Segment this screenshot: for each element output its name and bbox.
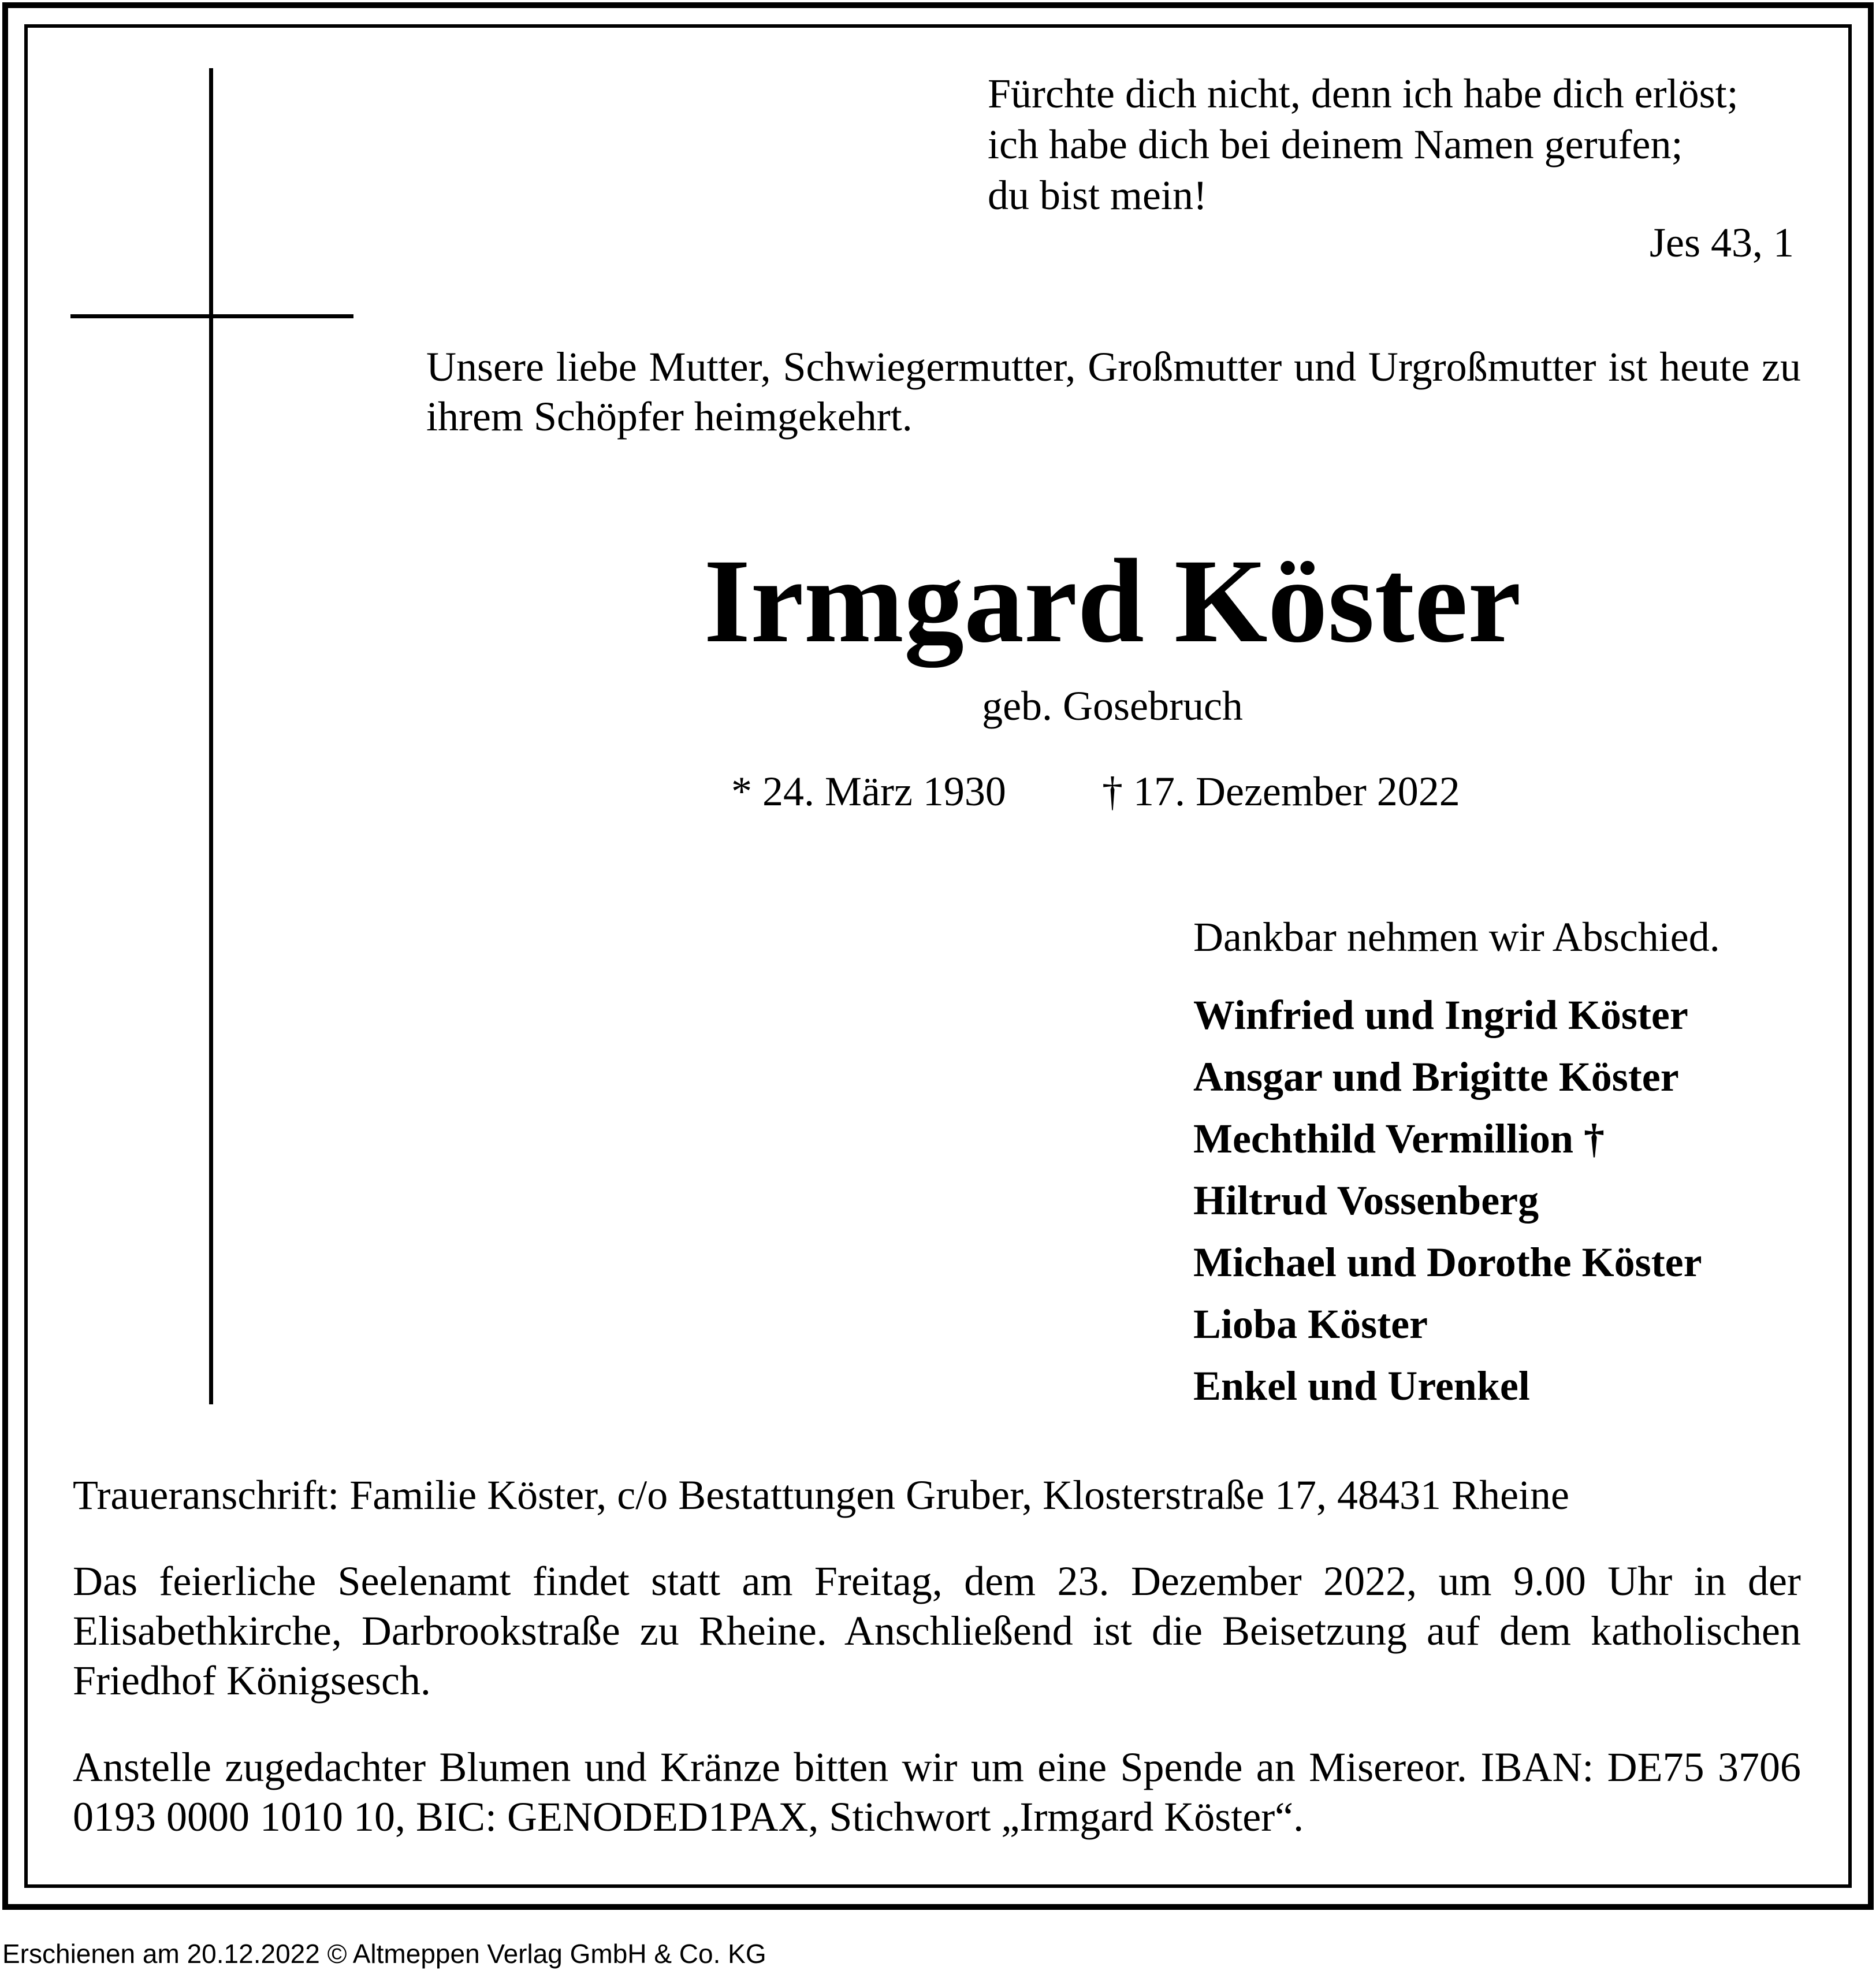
verse-reference: Jes 43, 1 (1650, 220, 1794, 266)
mourner-name: Mechthild Vermillion † (1193, 1116, 1605, 1162)
farewell-line: Dankbar nehmen wir Abschied. (1193, 914, 1720, 960)
cross-icon-vertical-bar (209, 68, 213, 1404)
intro-text: Unsere liebe Mutter, Schwiegermutter, Großmutter und Urgroßmutter ist heute zu ihrem Schöpfer heimgekehrt. (426, 344, 1801, 440)
death-date: † 17. Dezember 2022 (1102, 768, 1460, 815)
mourner-name: Ansgar und Brigitte Köster (1193, 1054, 1679, 1100)
mourner-name: Michael und Dorothe Köster (1193, 1239, 1702, 1285)
maiden-name: geb. Gosebruch (982, 683, 1243, 729)
verse-line: Fürchte dich nicht, denn ich habe dich erlöst; (988, 70, 1739, 117)
bible-verse (988, 68, 1739, 221)
publication-footer: Erschienen am 20.12.2022 © Altmeppen Verlag GmbH & Co. KG (2, 1939, 766, 1969)
mourner-name: Enkel und Urenkel (1193, 1363, 1530, 1409)
mourner-name: Hiltrud Vossenberg (1193, 1177, 1539, 1224)
mourner-name: Winfried und Ingrid Köster (1193, 992, 1688, 1038)
verse-line: ich habe dich bei deinem Namen gerufen; (988, 121, 1683, 168)
verse-line: du bist mein! (988, 172, 1207, 218)
birth-date: * 24. März 1930 (731, 768, 1006, 815)
mourning-address: Traueranschrift: Familie Köster, c/o Bestattungen Gruber, Klosterstraße 17, 48431 Rheine (73, 1472, 1569, 1518)
cross-icon-horizontal-bar (70, 314, 353, 318)
funeral-service-info: Das feierliche Seelenamt findet statt am Freitag, dem 23. Dezember 2022, um 9.00 Uhr in der Elisabethkirche, Darbrookstraße zu Rheine. Anschließend ist die Beisetzung auf dem katholischen Friedhof Königsesch. (73, 1558, 1801, 1704)
donation-info: Anstelle zugedachter Blumen und Kränze bitten wir um eine Spende an Misereor. IBAN: DE75 3706 0193 0000 1010 10, BIC: GENODED1PAX, Stichwort „Irmgard Köster“. (73, 1744, 1801, 1840)
deceased-name: Irmgard Köster (704, 534, 1521, 667)
mourners-list (1193, 984, 1702, 1417)
mourner-name: Lioba Köster (1193, 1301, 1428, 1347)
